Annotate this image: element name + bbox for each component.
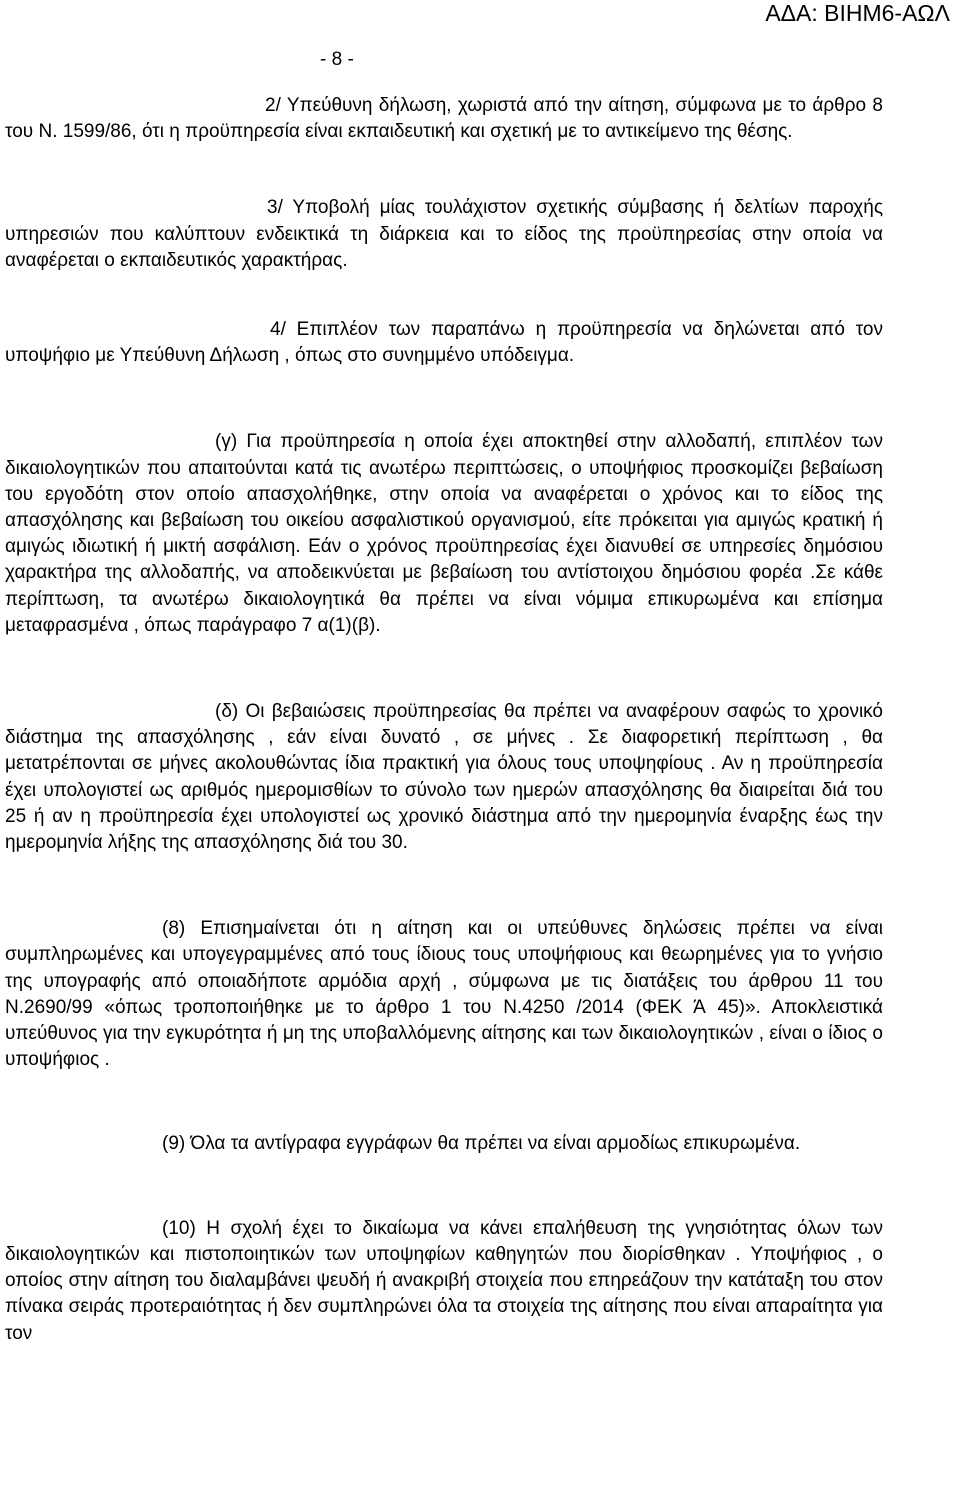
ada-identifier: ΑΔΑ: ΒΙΗΜ6-ΑΩΛ xyxy=(765,0,950,26)
paragraph-d-experience-certificates: (δ) Οι βεβαιώσεις προϋπηρεσίας θα πρέπει να αναφέρουν σαφώς το χρονικό διάστημα της απασχόλησης , εάν είναι δυνατό , σε μήνες . Σε διαφορετική περίπτωση , θα μετατρέπονται σε μήνες ακολουθώντας ίδια πρακτική για όλους τους υποψηφίους . Αν η προϋπηρεσία έχει υπολογιστεί ως αριθμός ημερομισθίων το σύνολο των ημερών απασχόλησης θα διαιρείται διά του 25 ή αν η προϋπηρεσία έχει υπολογιστεί ως χρονικό διάστημα από την ημερομηνία έναρξης έως την ημερομηνία λήξης της απασχόλησης διά του 30. xyxy=(5,701,883,854)
paragraph-8-declarations: (8) Επισημαίνεται ότι η αίτηση και οι υπεύθυνες δηλώσεις πρέπει να είναι συμπληρωμένες και υπογεγραμμένες από τους ίδιους τους υποψήφιους και θεωρημένες για το γνήσιο της υπογραφής από οποιαδήποτε αρμόδια αρχή , σύμφωνα με τις διατάξεις του άρθρου 11 του Ν.2690/99 «όπως τροποποιήθηκε με το άρθρο 1 του Ν.4250 /2014 (ΦΕΚ Ά 45)». Αποκλειστικά υπεύθυνος για την εγκυρότητα ή μη της υποβαλλόμενης αίτησης και των δικαιολογητικών , είναι ο ίδιος ο υποψήφιος . xyxy=(5,918,883,1071)
paragraph-c-foreign-experience: (γ) Για προϋπηρεσία η οποία έχει αποκτηθεί στην αλλοδαπή, επιπλέον των δικαιολογητικών που απαιτούνται κατά τις ανωτέρω περιπτώσεις, ο υποψήφιος προσκομίζει βεβαίωση του εργοδότη στον οποίο απασχολήθηκε, στην οποία να αναφέρεται ο χρόνος και το είδος της απασχόλησης και βεβαίωση του οικείου ασφαλιστικού οργανισμού, είτε πρόκειται για αμιγώς κρατική ή αμιγώς ιδιωτική ή μικτή ασφάλιση. Εάν ο χρόνος προϋπηρεσίας έχει διανυθεί σε υπηρεσίες δημόσιου χαρακτήρα της αλλοδαπής, να αποδεικνύεται με βεβαίωση του αντίστοιχου δημόσιου φορέα .Σε κάθε περίπτωση, τα ανωτέρω δικαιολογητικά θα πρέπει να είναι νόμιμα επικυρωμένα και επίσημα μεταφρασμένα , όπως παράγραφο 7 α(1)(β). xyxy=(5,431,883,636)
paragraph-10-verification: (10) Η σχολή έχει το δικαίωμα να κάνει επαλήθευση της γνησιότητας όλων των δικαιολογητικών και πιστοποιητικών των υποψηφίων καθηγητών που διορίσθηκαν . Υποψήφιος , ο οποίος στην αίτηση του διαλαμβάνει ψευδή ή ανακριβή στοιχεία που επηρεάζουν την κατάταξη του στον πίνακα σειράς προτεραιότητας ή δεν συμπληρώνει όλα τα στοιχεία της αίτησης που είναι απαραίτητα για τον xyxy=(5,1217,883,1344)
paragraph-item-3: 3/ Υποβολή μίας τουλάχιστον σχετικής σύμβασης ή δελτίων παροχής υπηρεσιών που καλύπτουν ενδεικτικά τη διάρκεια και το είδος της προϋπηρεσίας στην οποία να αναφέρεται ο εκπαιδευτικός χαρακτήρας. xyxy=(5,197,883,271)
paragraph-item-4: 4/ Επιπλέον των παραπάνω η προϋπηρεσία να δηλώνεται από τον υποψήφιο με Υπεύθυνη Δήλωση , όπως στο συνημμένο υπόδειγμα. xyxy=(5,319,883,367)
document-body xyxy=(5,93,883,1347)
paragraph-item-2: 2/ Υπεύθυνη δήλωση, χωριστά από την αίτηση, σύμφωνα με το άρθρο 8 του Ν. 1599/86, ότι η προϋπηρεσία είναι εκπαιδευτική και σχετική με το αντικείμενο της θέσης. xyxy=(5,95,883,143)
page-number: - 8 - xyxy=(320,49,354,70)
paragraph-9-copies: (9) Όλα τα αντίγραφα εγγράφων θα πρέπει να είναι αρμοδίως επικυρωμένα. xyxy=(162,1133,801,1155)
